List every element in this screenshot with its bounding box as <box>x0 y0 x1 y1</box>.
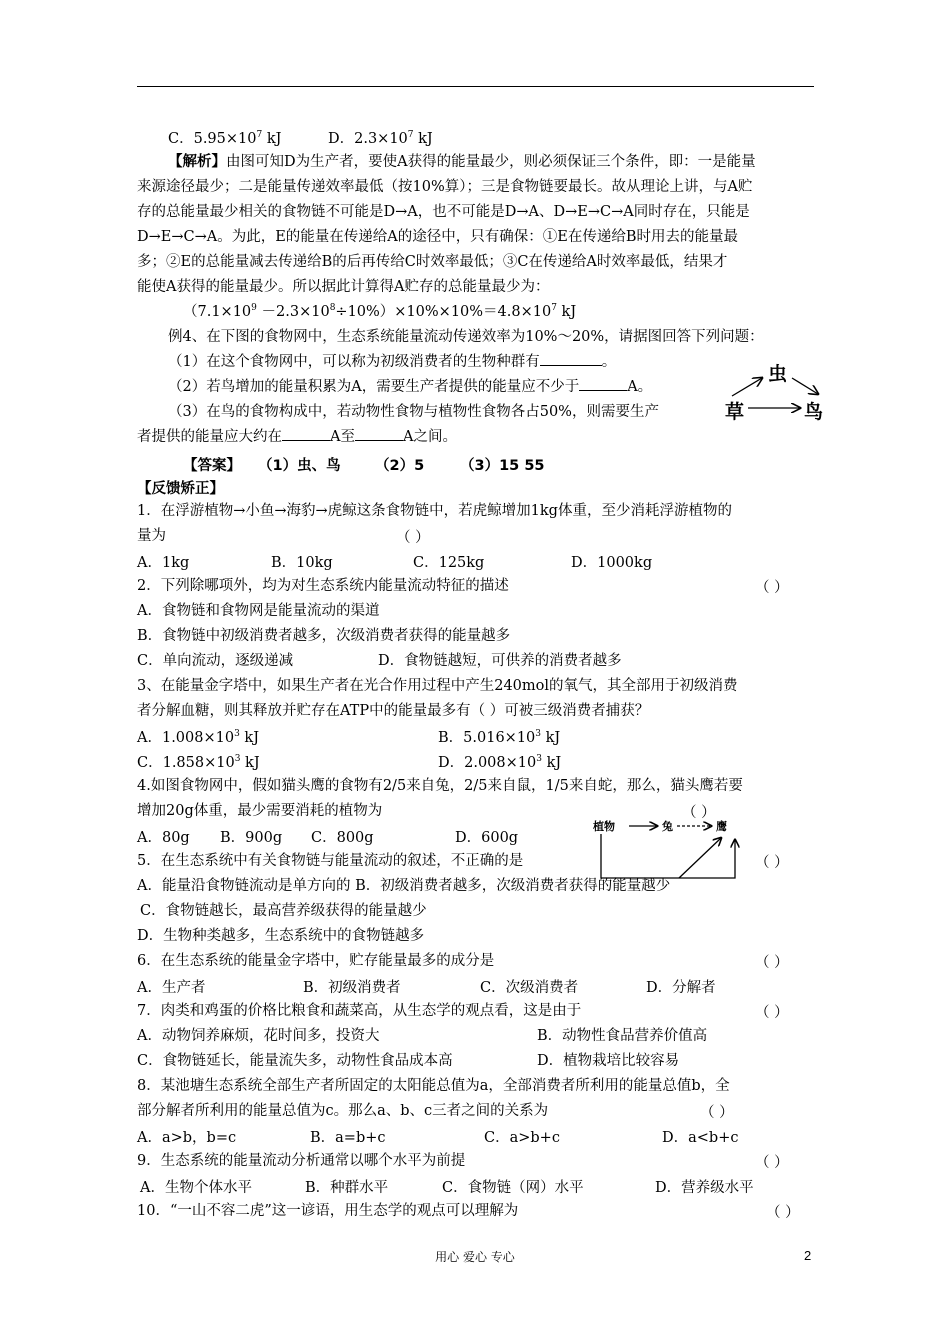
header-rule <box>137 86 814 87</box>
q1-option-b: B．10kg <box>271 555 333 571</box>
q5-option-d: D．生物种类越多，生态系统中的食物链越多 <box>137 928 425 944</box>
answer-paren: （ ） <box>755 580 789 596</box>
q4-option-b: B．900g <box>220 830 283 846</box>
example4-q3: （3）在鸟的食物构成中，若动物性食物与植物性食物各占50%，则需要生产 <box>168 404 659 420</box>
blank <box>355 440 403 441</box>
page-number: 2 <box>804 1248 812 1263</box>
answer-paren: （ ） <box>396 530 430 546</box>
q7-option-a: A．动物饲养麻烦，花时间多，投资大 <box>137 1028 380 1044</box>
q10: 10．“一山不容二虎”这一谚语，用生态学的观点可以理解为 <box>137 1203 519 1219</box>
q4-line-1: 4.如图食物网中，假如猫头鹰的食物有2/5来自兔，2/5来自鼠，1/5来自蛇，那么，猫头鹰若要 <box>137 778 743 794</box>
q8-option-b: B．a=b+c <box>310 1130 386 1146</box>
feedback-title: 【反馈矫正】 <box>137 481 224 497</box>
q6: 6．在生态系统的能量金字塔中，贮存能量最多的成分是 <box>137 953 495 969</box>
q7-option-b: B．动物性食品营养价值高 <box>537 1028 708 1044</box>
q9-option-d: D．营养级水平 <box>655 1180 754 1196</box>
label-insect: 虫 <box>768 363 788 385</box>
answer-paren: （ ） <box>755 1005 789 1021</box>
label-owl: 鹰 <box>716 820 727 833</box>
q3-option-d: D．$2.008\times 10^3$ kJ <box>438 754 562 771</box>
q1-option-a: A．1kg <box>137 555 190 571</box>
q2: 2．下列除哪项外，均为对生态系统内能量流动特征的描述 <box>137 578 509 594</box>
q8-line-1: 8．某池塘生态系统全部生产者所固定的太阳能总值为a，全部消费者所利用的能量总值b，全 <box>137 1078 730 1094</box>
q1-option-c: C．125kg <box>413 555 485 571</box>
page-footer: 用心 爱心 专心 <box>435 1250 515 1264</box>
q8-option-c: C．a>b+c <box>484 1130 560 1146</box>
q2-option-d: D．食物链越短，可供养的消费者越多 <box>378 653 622 669</box>
answer-paren: （ ） <box>766 1205 800 1221</box>
q8-option-a: A．a>b，b=c <box>137 1130 237 1146</box>
q4-option-a: A．80g <box>137 830 190 846</box>
q2-option-b: B．食物链中初级消费者越多，次级消费者获得的能量越多 <box>137 628 511 644</box>
formula: $(7.1\times 10^9 -2.3\times 10^8\div 10\%)\times 10\%\times 10\%=4.8\times 10^7$ kJ <box>183 303 577 320</box>
answer-paren: （ ） <box>755 1155 789 1171</box>
q1-line-2: 量为 <box>137 528 166 544</box>
arrow-grass-insect <box>732 378 762 396</box>
arrow-to-owl-right <box>679 840 735 878</box>
q3-option-a: A．$1.008\times 10^3$ kJ <box>137 729 260 746</box>
analysis-line-5: 多；②E的总能量减去传递给B的后再传给C时效率最低；③C在传递给A时效率最低，结果才 <box>137 254 728 270</box>
q6-option-d: D．分解者 <box>646 980 716 996</box>
option-c: C．$5.95\times 10^7$ kJ <box>168 130 282 147</box>
q3-option-c: C．$1.858\times 10^3$ kJ <box>137 754 260 771</box>
q3-line-2: 者分解血糖，则其释放并贮存在ATP中的能量最多有（ ）可被三级消费者捕获？ <box>137 703 650 719</box>
answer-paren: （ ） <box>755 855 789 871</box>
q7: 7．肉类和鸡蛋的价格比粮食和蔬菜高，从生态学的观点看，这是由于 <box>137 1003 582 1019</box>
answer-paren: （ ） <box>755 955 789 971</box>
analysis-line-4: D→E→C→A。为此，E的能量在传递给A的途径中，只有确保：①E在传递给B时用去的能量最 <box>137 229 739 245</box>
q6-option-c: C．次级消费者 <box>480 980 579 996</box>
q5-option-c: C．食物链越长，最高营养级获得的能量越少 <box>140 903 427 919</box>
example4-q3-cont: 者提供的能量应大约在 A至 A之间。 <box>137 429 457 445</box>
answer-1: （1）虫、鸟 <box>258 458 341 474</box>
q9-option-a: A．生物个体水平 <box>140 1180 252 1196</box>
label-rabbit: 兔 <box>662 820 673 833</box>
answer-2: （2）5 <box>375 458 425 474</box>
q9: 9．生态系统的能量流动分析通常以哪个水平为前提 <box>137 1153 466 1169</box>
q1-line-1: 1．在浮游植物→小鱼→海豹→虎鲸这条食物链中，若虎鲸增加1kg体重，至少消耗浮游植物的 <box>137 503 732 519</box>
label-bird: 鸟 <box>804 401 824 423</box>
blank <box>282 440 330 441</box>
q4-option-c: C．800g <box>311 830 374 846</box>
analysis-line-1: 【解析】由图可知D为生产者，要使A获得的能量最少，则必须保证三个条件，即：一是能量 <box>168 153 756 170</box>
q4-line-2: 增加20g体重，最少需要消耗的植物为 <box>137 803 383 819</box>
example4-intro: 例4、在下图的食物网中，生态系统能量流动传递效率为10%～20%，请据图回答下列问题： <box>168 329 764 345</box>
q3-option-b: B．$5.016\times 10^3$ kJ <box>438 729 561 746</box>
q5-options-ab: A．能量沿食物链流动是单方向的 B．初级消费者越多，次级消费者获得的能量越少 <box>137 878 671 894</box>
q2-option-c: C．单向流动，逐级递减 <box>137 653 294 669</box>
path-plant-mouse <box>601 834 679 878</box>
q7-option-d: D．植物栽培比较容易 <box>537 1053 680 1069</box>
analysis-line-2: 来源途径最少；二是能量传递效率最低（按10%算）；三是食物链要最长。故从理论上讲，与A贮 <box>137 179 753 195</box>
q6-option-a: A．生产者 <box>137 980 206 996</box>
example4-q1: （1）在这个食物网中，可以称为初级消费者的生物种群有 。 <box>168 354 617 370</box>
option-d: D．$2.3\times 10^7$ kJ <box>328 130 433 147</box>
analysis-line-3: 存的总能量最少相关的食物链不可能是D→A，也不可能是D→A、D→E→C→A同时存在，只能是 <box>137 204 750 220</box>
analysis-label: 【解析】 <box>168 153 226 170</box>
q2-option-a: A．食物链和食物网是能量流动的渠道 <box>137 603 380 619</box>
q5: 5．在生态系统中有关食物链与能量流动的叙述，不正确的是 <box>137 853 524 869</box>
q9-option-c: C．食物链（网）水平 <box>442 1180 584 1196</box>
arrow-insect-bird <box>792 378 818 394</box>
answer-3: （3）15 55 <box>460 458 545 474</box>
label-plant: 植物 <box>593 820 615 833</box>
arrow-to-owl-diagonal <box>679 838 721 878</box>
answer-label: 【答案】 <box>183 458 241 474</box>
q4-option-d: D．600g <box>455 830 519 846</box>
example4-q2: （2）若鸟增加的能量积累为A，需要生产者提供的能量应不少于 A。 <box>168 379 653 395</box>
q8-option-d: D．a<b+c <box>662 1130 739 1146</box>
analysis-line-6: 能使A获得的能量最少。所以据此计算得A贮存的总能量最少为： <box>137 279 550 295</box>
blank <box>579 390 627 391</box>
q3-line-1: 3、在能量金字塔中，如果生产者在光合作用过程中产生240mol的氧气，其全部用于初级消费 <box>137 678 738 694</box>
answer-paren: （ ） <box>700 1105 734 1121</box>
label-grass: 草 <box>725 401 745 423</box>
q6-option-b: B．初级消费者 <box>303 980 401 996</box>
q9-option-b: B．种群水平 <box>305 1180 389 1196</box>
q7-option-c: C．食物链延长，能量流失多，动物性食品成本高 <box>137 1053 453 1069</box>
blank <box>540 365 602 366</box>
q8-line-2: 部分解者所利用的能量总值为c。那么a、b、c三者之间的关系为 <box>137 1103 549 1119</box>
answer-paren: （ ） <box>682 805 716 821</box>
q1-option-d: D．1000kg <box>571 555 653 571</box>
